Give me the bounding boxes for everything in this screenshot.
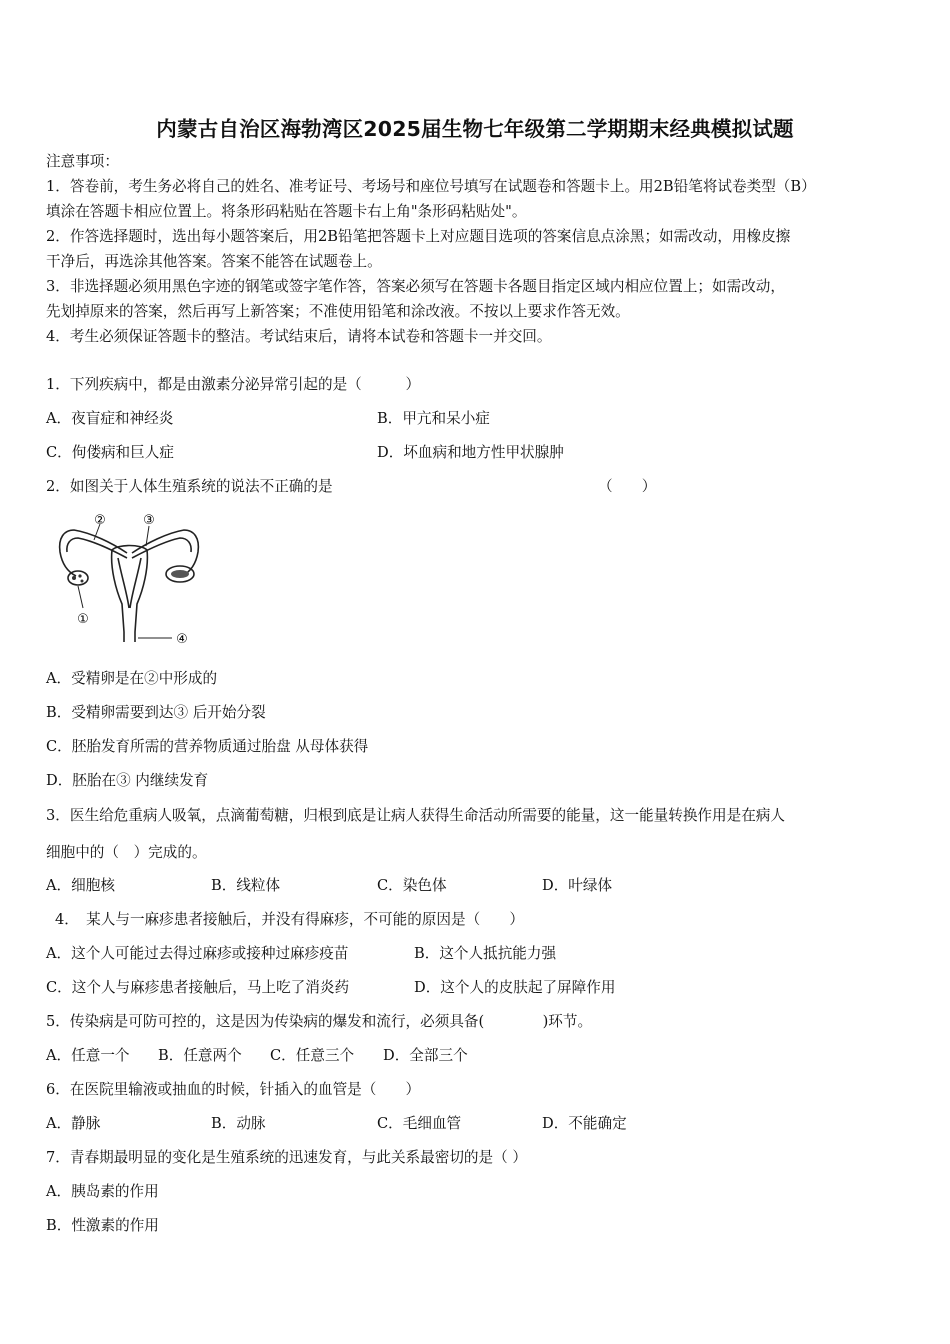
figure-label-1: ① bbox=[77, 612, 89, 627]
notice-line: 填涂在答题卡相应位置上。将条形码粘贴在答题卡右上角"条形码粘贴处"。 bbox=[46, 203, 527, 220]
figure-label-4: ④ bbox=[176, 632, 188, 647]
question-4-option-b: B．这个人抵抗能力强 bbox=[414, 945, 557, 962]
figure-label-3: ③ bbox=[143, 513, 155, 528]
question-4-option-d: D．这个人的皮肤起了屏障作用 bbox=[414, 979, 616, 996]
figure-label-2: ② bbox=[94, 513, 106, 528]
question-7-stem: 7．青春期最明显的变化是生殖系统的迅速发育，与此关系最密切的是（ ） bbox=[46, 1149, 527, 1166]
question-7-option-b: B．性激素的作用 bbox=[46, 1217, 159, 1234]
question-2-answer-paren: （ ） bbox=[598, 478, 657, 495]
notice-line: 3．非选择题必须用黑色字迹的钢笔或签字笔作答，答案必须写在答题卡各题目指定区域内相应位置上；如需改动， bbox=[46, 278, 785, 295]
notice-line: 4．考生必须保证答题卡的整洁。考试结束后，请将本试卷和答题卡一并交回。 bbox=[46, 328, 552, 345]
question-5-option-c: C．任意三个 bbox=[270, 1047, 355, 1064]
question-3-option-c: C．染色体 bbox=[377, 877, 447, 894]
question-6-option-b: B．动脉 bbox=[211, 1115, 266, 1132]
question-2-option-d: D．胚胎在③ 内继续发育 bbox=[46, 772, 209, 789]
question-1-option-c: C．佝偻病和巨人症 bbox=[46, 444, 174, 461]
notice-line: 1．答卷前，考生务必将自己的姓名、准考证号、考场号和座位号填写在试题卷和答题卡上。用2B铅笔将试卷类型（B） bbox=[46, 178, 816, 195]
leader-lines bbox=[78, 524, 172, 638]
question-1-option-a: A．夜盲症和神经炎 bbox=[46, 410, 174, 427]
question-4-option-a: A．这个人可能过去得过麻疹或接种过麻疹疫苗 bbox=[46, 945, 349, 962]
question-6-option-c: C．毛细血管 bbox=[377, 1115, 462, 1132]
question-2-option-a: A．受精卵是在②中形成的 bbox=[46, 670, 218, 687]
notice-line: 干净后，再选涂其他答案。答案不能答在试题卷上。 bbox=[46, 253, 382, 270]
question-3-stem: 3．医生给危重病人吸氧，点滴葡萄糖，归根到底是让病人获得生命活动所需要的能量，这一能量转换作用是在病人 bbox=[46, 807, 785, 824]
notice-line: 2．作答选择题时，选出每小题答案后，用2B铅笔把答题卡上对应题目选项的答案信息点涂黑；如需改动，用橡皮擦 bbox=[46, 228, 791, 245]
question-3-option-a: A．细胞核 bbox=[46, 877, 115, 894]
question-5-stem: 5．传染病是可防可控的，这是因为传染病的爆发和流行，必须具备( )环节。 bbox=[46, 1013, 593, 1030]
notice-heading: 注意事项： bbox=[46, 153, 119, 170]
reproductive-system-diagram bbox=[52, 508, 202, 650]
question-6-option-d: D．不能确定 bbox=[542, 1115, 627, 1132]
question-3-option-b: B．线粒体 bbox=[211, 877, 281, 894]
question-7-option-a: A．胰岛素的作用 bbox=[46, 1183, 159, 1200]
question-1-option-d: D．坏血病和地方性甲状腺肿 bbox=[377, 444, 564, 461]
question-1-stem: 1．下列疾病中，都是由激素分泌异常引起的是（ ） bbox=[46, 376, 421, 393]
notice-line: 先划掉原来的答案，然后再写上新答案；不准使用铅笔和涂改液。不按以上要求作答无效。 bbox=[46, 303, 630, 320]
question-3-stem-cont: 细胞中的（ ）完成的。 bbox=[46, 844, 207, 861]
question-6-stem: 6．在医院里输液或抽血的时候，针插入的血管是（ ） bbox=[46, 1081, 421, 1098]
question-3-option-d: D．叶绿体 bbox=[542, 877, 613, 894]
question-6-option-a: A．静脉 bbox=[46, 1115, 101, 1132]
question-2-stem: 2．如图关于人体生殖系统的说法不正确的是 bbox=[46, 478, 333, 495]
exam-title: 内蒙古自治区海勃湾区2025届生物七年级第二学期期末经典模拟试题 bbox=[156, 117, 794, 141]
question-5-option-b: B．任意两个 bbox=[158, 1047, 242, 1064]
question-5-option-d: D．全部三个 bbox=[383, 1047, 468, 1064]
question-2-option-c: C．胚胎发育所需的营养物质通过胎盘 从母体获得 bbox=[46, 738, 369, 755]
question-2-option-b: B．受精卵需要到达③ 后开始分裂 bbox=[46, 704, 266, 721]
question-4-option-c: C．这个人与麻疹患者接触后，马上吃了消炎药 bbox=[46, 979, 350, 996]
question-4-stem: 4． 某人与一麻疹患者接触后，并没有得麻疹，不可能的原因是（ ） bbox=[55, 911, 524, 928]
question-1-option-b: B．甲亢和呆小症 bbox=[377, 410, 490, 427]
question-5-option-a: A．任意一个 bbox=[46, 1047, 130, 1064]
